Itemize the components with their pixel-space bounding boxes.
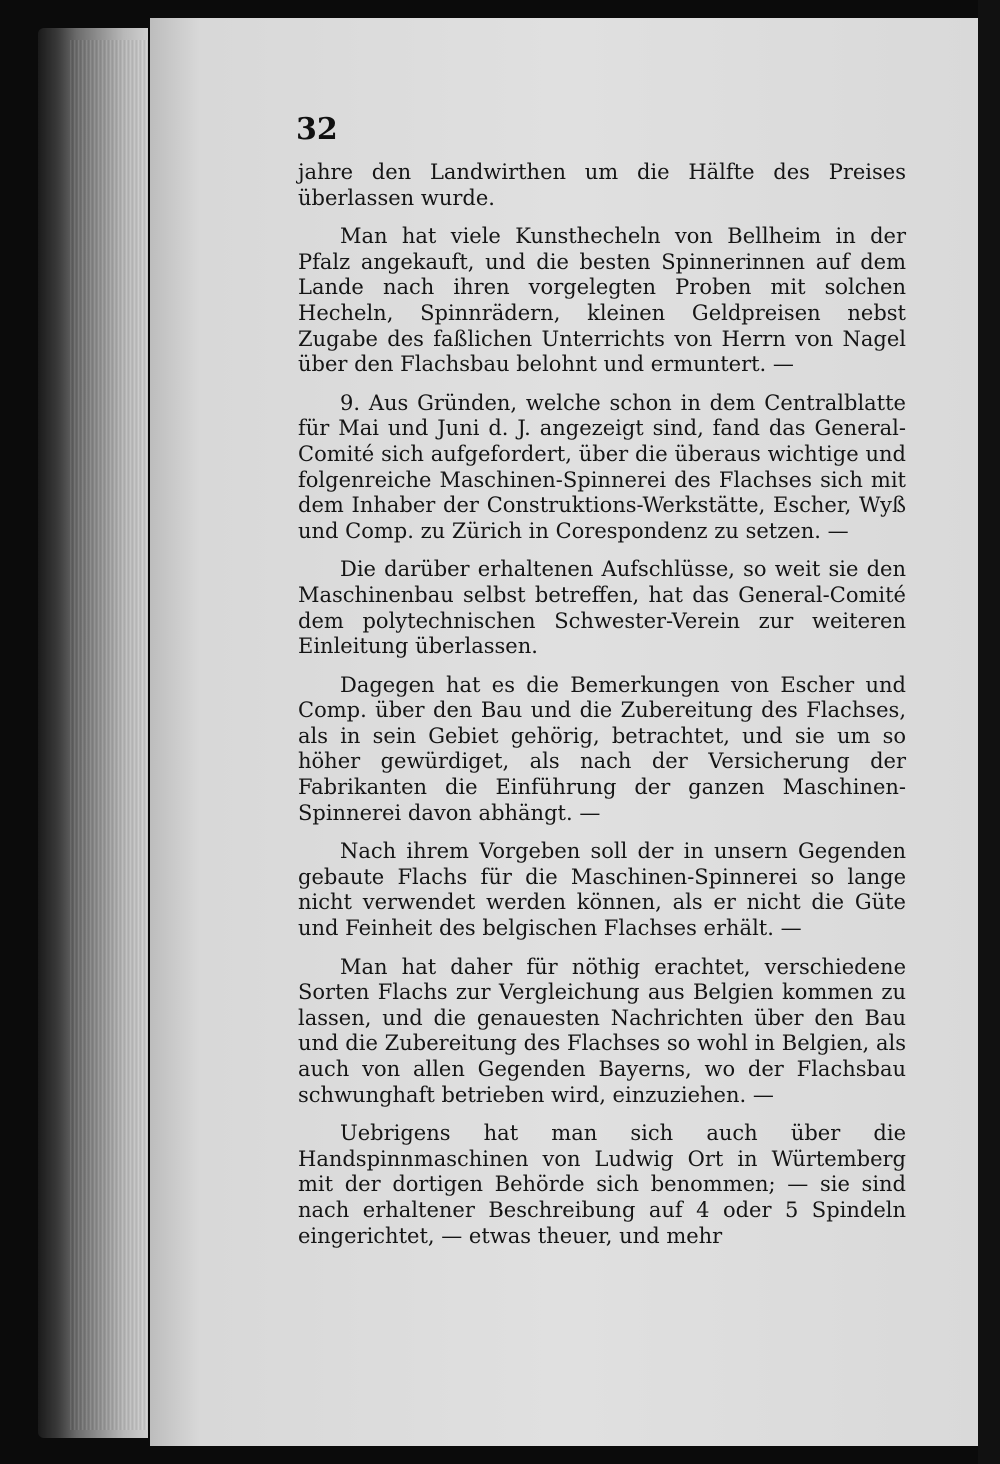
paragraph-7: Man hat daher für nöthig erachtet, verschiedene Sorten Flachs zur Vergleichung aus Belgien kommen zu lassen, und die genauesten Nachrichten über den Bau und die Zubereitung des Flachses so wohl in Belgien, als auch von allen Gegenden Bayerns, wo der Flachsbau schwunghaft betrieben wird, einzuziehen. — (298, 954, 906, 1107)
paragraph-5: Dagegen hat es die Bemerkungen von Escher und Comp. über den Bau und die Zubereitung des Flachses, als in sein Gebiet gehörig, betrachtet, und sie um so höher gewürdiget, als nach der Versicherung der Fabrikanten die Einführung der ganzen Maschinen-Spinnerei davon abhängt. — (298, 672, 906, 825)
paragraph-4: Die darüber erhaltenen Aufschlüsse, so weit sie den Maschinenbau selbst betreffen, hat das General-Comité dem polytechnischen Schwester-Verein zur weiteren Einleitung überlassen. (298, 557, 906, 659)
paragraph-6: Nach ihrem Vorgeben soll der in unsern Gegenden gebaute Flachs für die Maschinen-Spinnerei so lange nicht verwendet werden können, als er nicht die Güte und Feinheit des belgischen Flachses erhält. — (298, 839, 906, 941)
scan-right-border (978, 0, 1000, 1464)
page-number: 32 (296, 112, 338, 147)
paragraph-2: Man hat viele Kunsthecheln von Bellheim in der Pfalz angekauft, und die besten Spinnerinnen auf dem Lande nach ihren vorgelegten Proben mit solchen Hecheln, Spinnrädern, kleinen Geldpreisen nebst Zugabe des faßlichen Unterrichts von Herrn von Nagel über den Flachsbau belohnt und ermuntert. — (298, 224, 906, 377)
paragraph-3: 9. Aus Gründen, welche schon in dem Centralblatte für Mai und Juni d. J. angezeigt sind, fand das General-Comité sich aufgefordert, über die überaus wichtige und folgenreiche Maschinen-Spinnerei des Flachses sich mit dem Inhaber der Construktions-Werkstätte, Escher, Wyß und Comp. zu Zürich in Corespondenz zu setzen. — (298, 390, 906, 543)
paragraph-8: Uebrigens hat man sich auch über die Handspinnmaschinen von Ludwig Ort in Würtemberg mit der dortigen Behörde sich benommen; — sie sind nach erhaltener Beschreibung auf 4 oder 5 Spindeln eingerichtet, — etwas theuer, und mehr (298, 1121, 906, 1248)
paragraph-1: jahre den Landwirthen um die Hälfte des Preises überlassen wurde. (298, 160, 906, 210)
page-edge-texture (70, 40, 150, 1430)
page-body-text (298, 160, 906, 1262)
